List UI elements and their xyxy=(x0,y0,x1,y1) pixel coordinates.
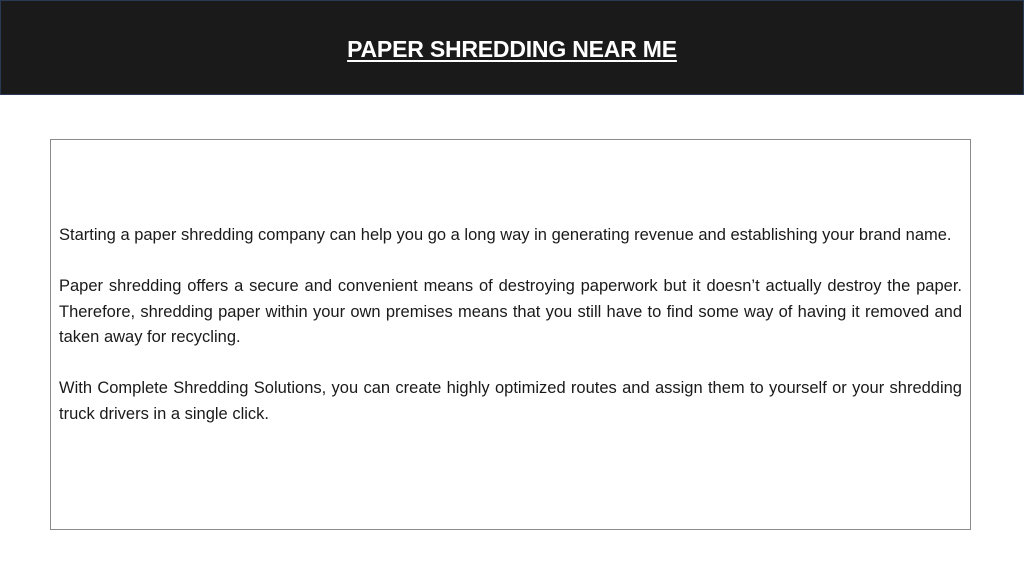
page-title: PAPER SHREDDING NEAR ME xyxy=(347,36,677,62)
paragraph-secure-shredding: Paper shredding offers a secure and convenient means of destroying paperwork but it doesn’t actually destroy the paper. Therefore, shredding paper within your own premises means that you still have to find some way of having it removed and taken away for recycling. xyxy=(59,277,962,346)
paragraph-intro: Starting a paper shredding company can help you go a long way in generating revenue and establishing your brand name. xyxy=(59,226,952,244)
content-box xyxy=(50,139,971,530)
header-bar xyxy=(0,0,1024,95)
content-body xyxy=(59,223,962,427)
paragraph-route-optimization: With Complete Shredding Solutions, you can create highly optimized routes and assign them to yourself or your shredding truck drivers in a single click. xyxy=(59,379,962,423)
